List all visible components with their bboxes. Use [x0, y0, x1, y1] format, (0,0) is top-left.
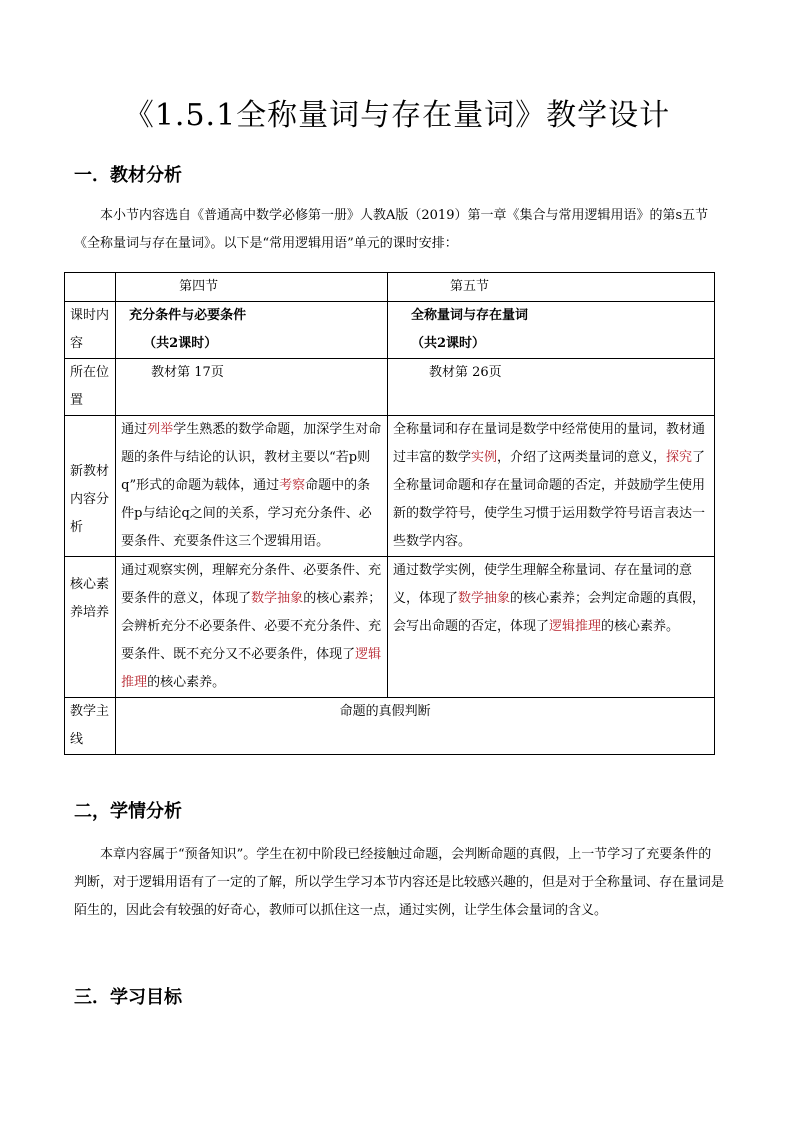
- section5-analysis-text: [393, 416, 709, 556]
- cell-text-segment: 通过观察实例，理解充分条件、必要条件、充要条件的意义，体现了: [121, 563, 382, 606]
- cell-text-segment: 通过: [121, 422, 148, 437]
- header-section5-label: 第五节: [449, 279, 489, 294]
- highlighted-term: 数学抽象: [251, 591, 304, 606]
- section5-lesson-count: （共2课时）: [410, 336, 486, 351]
- highlighted-term: 逻辑推理: [549, 619, 602, 634]
- header-cell-section4: [116, 273, 388, 302]
- cell-section4-analysis: [116, 416, 388, 557]
- row-label-location: 所在位置: [65, 359, 116, 416]
- cell-section4-content: [116, 302, 388, 359]
- highlighted-term: 探究: [666, 450, 693, 465]
- cell-teaching-mainline: [116, 698, 715, 755]
- section5-topic: 全称量词与存在量词: [410, 308, 528, 323]
- cell-text-segment: 通过数学实例，使学生理解全称量词、存在量词的意义，体现了: [392, 563, 692, 606]
- learner-analysis-text: 本章内容属于“预备知识”。学生在初中阶段已经接触过命题，会判断命题的真假，上一节学习了充要条件的判断，对于逻辑用语有了一定的了解，所以学生学习本节内容还是比较感兴趣的，但是对于全称量词、存在量词是陌生的，因此会有较强的好奇心，教师可以抓住这一点，通过实例，让学生体会量词的含义。: [74, 847, 725, 918]
- table-row-location: [65, 359, 715, 416]
- table-header-row: [65, 273, 715, 302]
- table-row-content-analysis: [65, 416, 715, 557]
- cell-section4-literacy: [116, 557, 388, 698]
- intro-paragraph: [74, 202, 724, 258]
- header-cell-section5: [387, 273, 714, 302]
- section5-literacy-text: [393, 557, 709, 641]
- section4-literacy-text: [121, 557, 382, 697]
- highlighted-term: 列举: [147, 422, 174, 437]
- cell-text-segment: ，介绍了这两类量词的意义，: [497, 450, 667, 465]
- spacer: [121, 387, 382, 415]
- section4-page-ref: 教材第 17页: [151, 365, 224, 380]
- highlighted-term: 考察: [279, 478, 306, 493]
- row-label-content-analysis: 新教材内容分析: [65, 416, 116, 557]
- cell-section5-content: [387, 302, 714, 359]
- table-row-lesson-content: [65, 302, 715, 359]
- cell-text-segment: 的核心素养。: [147, 675, 226, 690]
- cell-section4-location: [116, 359, 388, 416]
- section4-analysis-text: [121, 416, 382, 556]
- cell-section5-literacy: [387, 557, 714, 698]
- cell-text-segment: 学生熟悉的数学命题，加深学生对命题的条件与结论的认识，教材主要以“若p则q”形式的命题为载体，通过: [121, 422, 382, 493]
- cell-section5-location: [387, 359, 714, 416]
- section5-page-ref: 教材第 26页: [428, 365, 502, 380]
- row-label-core-literacy: 核心素养培养: [65, 557, 116, 698]
- section4-lesson-count: （共2课时）: [143, 336, 218, 351]
- cell-text-segment: 命题中的条件p与结论q之间的关系，学习充分条件、必要条件、充要条件这三个逻辑用语。: [121, 478, 372, 549]
- row-label-lesson-content: 课时内容: [65, 302, 116, 359]
- row-label-teaching-mainline: 教学主线: [65, 698, 116, 755]
- section4-topic: 充分条件与必要条件: [129, 308, 247, 323]
- header-section4-label: 第四节: [179, 279, 219, 294]
- highlighted-term: 数学抽象: [458, 591, 511, 606]
- table-corner-cell: [65, 273, 116, 302]
- intro-text: 本小节内容选自《普通高中数学必修第一册》人教A版（2019）第一章《集合与常用逻辑用语》的第s五节《全称量词与存在量词》。以下是“常用逻辑用语”单元的课时安排：: [74, 208, 709, 251]
- cell-text-segment: 全称量词和存在量词是数学中经常使用的量词，教材通过丰富的数学: [392, 422, 705, 465]
- lesson-schedule-table: [64, 272, 715, 755]
- cell-text-segment: 的核心素养；会辨析充分不必要条件、必要不充分条件、充要条件、既不充分又不必要条件，体现了: [121, 591, 382, 662]
- learner-analysis-paragraph: [74, 841, 724, 925]
- table-row-core-literacy: [65, 557, 715, 698]
- cell-text-segment: 的核心素养。: [601, 619, 680, 634]
- highlighted-term: 实例: [471, 450, 498, 465]
- highlighted-term: 逻辑推理: [121, 647, 382, 690]
- section-heading-learner-analysis: 二，学情分析: [74, 801, 182, 822]
- table-row-teaching-mainline: [65, 698, 715, 755]
- document-title: 《1.5.1全称量词与存在量词》教学设计: [123, 98, 671, 133]
- cell-text-segment: 了全称量词命题和存在量词命题的否定，并鼓励学生使用新的数学符号，使学生习惯于运用数学符号语言表达一些数学内容。: [392, 450, 706, 549]
- section-heading-learning-objectives: 三．学习目标: [74, 987, 182, 1008]
- section-heading-textbook-analysis: 一．教材分析: [74, 165, 182, 186]
- cell-section5-analysis: [387, 416, 714, 557]
- cell-text-segment: 的核心素养；会判定命题的真假，会写出命题的否定，体现了: [392, 591, 706, 634]
- teaching-mainline-text: 命题的真假判断: [339, 704, 431, 719]
